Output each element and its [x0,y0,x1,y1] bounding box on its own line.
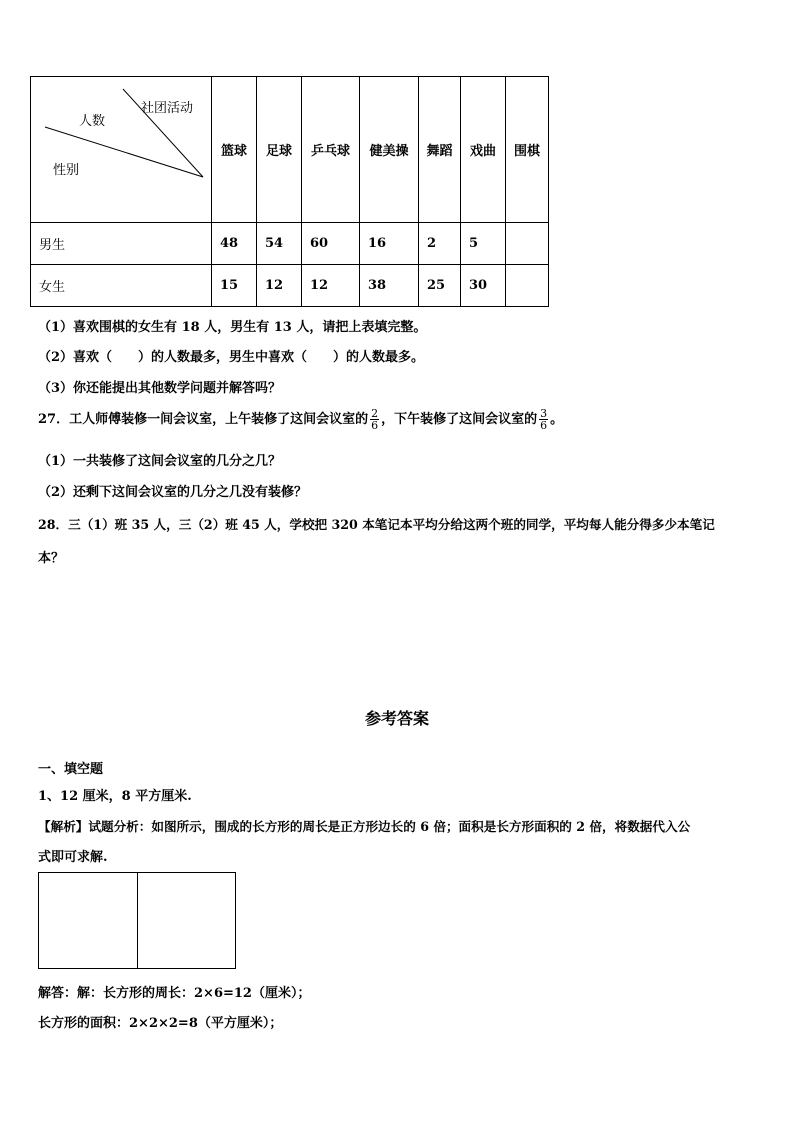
solution-perimeter: 解答：解：长方形的周长：2×6=12（厘米）； [38,986,311,1001]
cell-girls-aerobics: 38 [360,265,419,307]
solution-area: 长方形的面积：2×2×2=8（平方厘米）； [38,1016,283,1031]
corner-gender-label: 性别 [53,163,80,178]
fraction-denominator: 6 [371,419,379,432]
table-corner-cell [31,77,212,223]
section-heading: 一、填空题 [38,762,104,777]
fraction-numerator: 3 [540,407,548,420]
cell-girls-pingpong: 12 [302,265,360,307]
header-go: 围棋 [506,77,549,223]
table-row-boys [31,223,549,265]
corner-activity-label: 社团活动 [141,101,194,116]
rectangle-figure [38,872,236,969]
header-basketball: 篮球 [212,77,257,223]
q28-line1: 28．三（1）班 35 人，三（2）班 45 人，学校把 320 本笔记本平均分给这两个班的同学，平均每人能分得多少本笔记 [38,517,715,532]
cell-boys-aerobics: 16 [360,223,419,265]
cell-boys-go[interactable] [506,223,549,265]
row-label-girls: 女生 [31,265,212,307]
q27-stem [38,408,563,431]
table-header-row [31,77,549,223]
answer-1: 1、12 厘米，8 平方厘米. [38,789,192,804]
cell-girls-football: 12 [257,265,302,307]
row-label-boys: 男生 [31,223,212,265]
q27-fraction-afternoon [539,408,548,431]
header-opera: 戏曲 [461,77,506,223]
rectangle-divider [137,873,138,968]
cell-girls-opera: 30 [461,265,506,307]
cell-boys-football: 54 [257,223,302,265]
q27-text-b: ，下午装修了这间会议室的 [381,412,538,427]
cell-boys-pingpong: 60 [302,223,360,265]
cell-boys-basketball: 48 [212,223,257,265]
table-row-girls [31,265,549,307]
corner-count-label: 人数 [79,114,106,129]
q26-part2: （2）喜欢（ ）的人数最多，男生中喜欢（ ）的人数最多。 [38,350,425,365]
q27-part2: （2）还剩下这间会议室的几分之几没有装修？ [38,485,308,500]
cell-boys-dance: 2 [419,223,461,265]
header-aerobics: 健美操 [360,77,419,223]
answer-title: 参考答案 [364,709,429,728]
header-dance: 舞蹈 [419,77,461,223]
q28-line2: 本？ [38,551,65,566]
cell-girls-basketball: 15 [212,265,257,307]
q27-text-a: 27．工人师傅装修一间会议室，上午装修了这间会议室的 [38,412,369,427]
survey-table [30,76,549,307]
cell-girls-go[interactable] [506,265,549,307]
q27-part1: （1）一共装修了这间会议室的几分之几？ [38,454,282,469]
analysis-line2: 式即可求解. [38,850,108,865]
q27-fraction-morning [370,408,379,431]
fraction-numerator: 2 [371,407,379,420]
header-pingpong: 乒乓球 [302,77,360,223]
cell-boys-opera: 5 [461,223,506,265]
q27-text-c: 。 [550,412,564,427]
fraction-denominator: 6 [540,419,548,432]
q26-part3: （3）你还能提出其他数学问题并解答吗？ [38,381,282,396]
header-football: 足球 [257,77,302,223]
cell-girls-dance: 25 [419,265,461,307]
analysis-line1: 【解析】试题分析：如图所示，围成的长方形的周长是正方形边长的 6 倍；面积是长方形面积的 2 倍，将数据代入公 [38,819,691,834]
q26-part1: （1）喜欢围棋的女生有 18 人，男生有 13 人，请把上表填完整。 [38,320,427,335]
